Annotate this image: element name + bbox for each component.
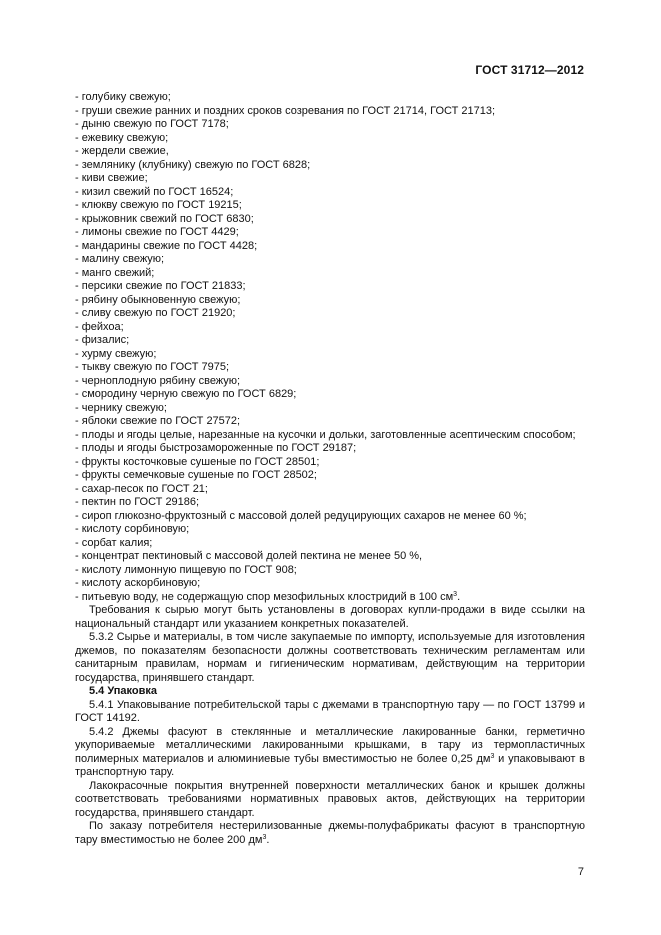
superscript: 3 (453, 590, 458, 598)
paragraph-text: . (266, 833, 270, 846)
list-item: - жердели свежие, (75, 145, 585, 159)
superscript: 3 (262, 833, 267, 841)
list-item-end: . (457, 590, 461, 603)
list-item: - клюкву свежую по ГОСТ 19215; (75, 199, 585, 213)
list-item: - ежевику свежую; (75, 132, 585, 146)
list-item: - груши свежие ранних и поздних сроков созревания по ГОСТ 21714, ГОСТ 21713; (75, 105, 585, 119)
list-item: - плоды и ягоды целые, нарезанные на кусочки и дольки, заготовленные асептическим способом; (75, 429, 585, 443)
list-item: - дыню свежую по ГОСТ 7178; (75, 118, 585, 132)
list-item: - сливу свежую по ГОСТ 21920; (75, 307, 585, 321)
list-item: - сироп глюкозно-фруктозный с массовой долей редуцирующих сахаров не менее 60 %; (75, 510, 585, 524)
list-item: - землянику (клубнику) свежую по ГОСТ 6828; (75, 159, 585, 173)
list-item: - голубику свежую; (75, 91, 585, 105)
page-number: 7 (577, 866, 584, 878)
list-item (75, 591, 585, 605)
superscript: 3 (490, 752, 495, 760)
list-item: - яблоки свежие по ГОСТ 27572; (75, 415, 585, 429)
list-item: - чернику свежую; (75, 402, 585, 416)
list-item: - хурму свежую; (75, 348, 585, 362)
paragraph-5-4-2 (75, 726, 585, 780)
raw-materials-list (75, 91, 585, 591)
list-item: - лимоны свежие по ГОСТ 4429; (75, 226, 585, 240)
paragraph-text: 5.4.2 Джемы фасуют в стеклянные и металлические лакированные банки, герметично укупориваемые металлическими лакированными крышками, в тару из термопластичных полимерных материалов и алюминиевые тубы вместимостью не более 0,25 дм (75, 725, 585, 765)
list-item: - плоды и ягоды быстрозамороженные по ГОСТ 29187; (75, 442, 585, 456)
standard-header: ГОСТ 31712—2012 (475, 63, 584, 77)
list-item: - кислоту лимонную пищевую по ГОСТ 908; (75, 564, 585, 578)
document-body (75, 91, 585, 847)
list-item: - кизил свежий по ГОСТ 16524; (75, 186, 585, 200)
paragraph-5-4-1: 5.4.1 Упаковывание потребительской тары с джемами в транспортную тару — по ГОСТ 13799 и ГОСТ 14192. (75, 698, 585, 724)
list-item: - фрукты семечковые сушеные по ГОСТ 28502; (75, 469, 585, 483)
paragraph-text: По заказу потребителя нестерилизованные джемы-полуфабрикаты фасуют в транспортную тару вместимостью не более 200 дм (75, 820, 585, 846)
list-item: - мандарины свежие по ГОСТ 4428; (75, 240, 585, 254)
paragraph-5-3-2: 5.3.2 Сырье и материалы, в том числе закупаемые по импорту, используемые для изготовления джемов, по показателям безопасности должны соответствовать техническим регламентам или санитарным правилам, нормам и гигиеническим нормативам, действующим на территории государства, принявшего стандарт. (75, 631, 585, 684)
list-item: - концентрат пектиновый с массовой долей пектина не менее 50 %, (75, 550, 585, 564)
list-item: - смородину черную свежую по ГОСТ 6829; (75, 388, 585, 402)
list-item: - киви свежие; (75, 172, 585, 186)
list-item: - рябину обыкновенную свежую; (75, 294, 585, 308)
coatings-paragraph: Лакокрасочные покрытия внутренней поверхности металлических банок и крышек должны соответствовать требованиями нормативных правовых актов, действующих на территории государства, принявшего стандарт. (75, 779, 585, 819)
list-item: - фрукты косточковые сушеные по ГОСТ 28501; (75, 456, 585, 470)
order-paragraph (75, 820, 585, 847)
raw-materials-list-tail (75, 591, 585, 605)
list-item: - физалис; (75, 334, 585, 348)
list-item: - манго свежий; (75, 267, 585, 281)
section-title-5-4: 5.4 Упаковка (89, 685, 157, 697)
list-item: - кислоту сорбиновую; (75, 523, 585, 537)
list-item: - малину свежую; (75, 253, 585, 267)
list-item-text: питьевую воду, не содержащую спор мезофильных клостридий в 100 см (81, 590, 454, 603)
list-item: - персики свежие по ГОСТ 21833; (75, 280, 585, 294)
list-item: - сорбат калия; (75, 537, 585, 551)
list-item: - пектин по ГОСТ 29186; (75, 496, 585, 510)
list-item: - черноплодную рябину свежую; (75, 375, 585, 389)
list-item: - тыкву свежую по ГОСТ 7975; (75, 361, 585, 375)
requirements-paragraph: Требования к сырью могут быть установлены в договорах купли-продажи в виде ссылки на национальный стандарт или указанием конкретных показателей. (75, 604, 585, 630)
paragraph-text: и упаковывают в транспортную тару. (75, 752, 585, 778)
list-item: - кислоту аскорбиновую; (75, 577, 585, 591)
list-item: - сахар-песок по ГОСТ 21; (75, 483, 585, 497)
list-item: - фейхоа; (75, 321, 585, 335)
list-item: - крыжовник свежий по ГОСТ 6830; (75, 213, 585, 227)
